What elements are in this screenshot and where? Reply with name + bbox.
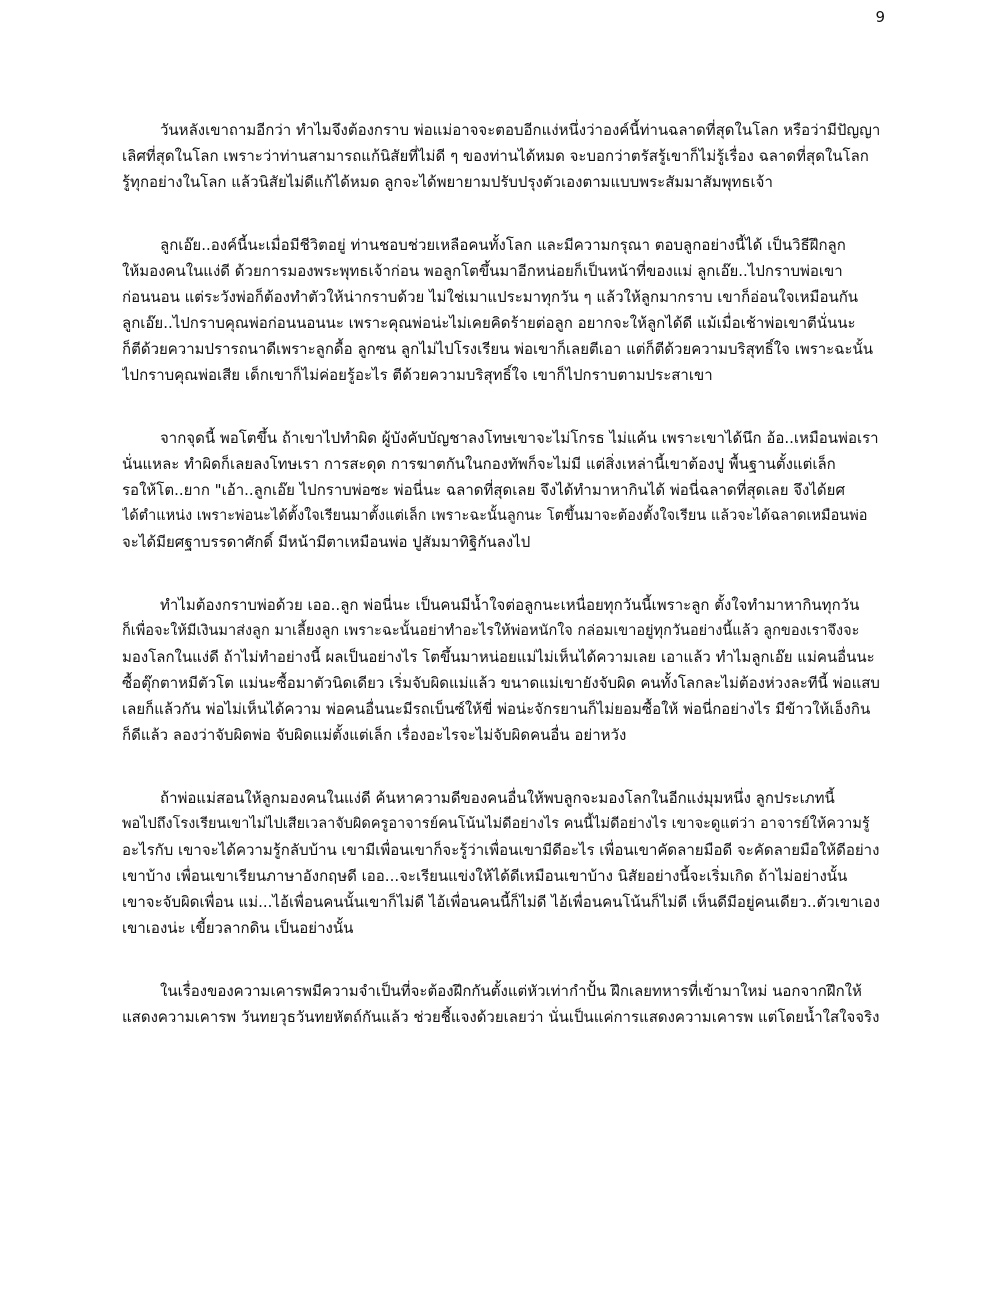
text-line: ทำไมต้องกราบพ่อด้วย เออ..ลูก พ่อนี่นะ เป็นคนมีน้ำใจต่อลูกนะเหนื่อยทุกวันนี้เพราะลูก ตั้งใจทำมาหากินทุกวัน [160, 596, 860, 614]
text-line: ในเรื่องของความเคารพมีความจำเป็นที่จะต้องฝึกกันตั้งแต่หัวเท่ากำปั้น ฝึกเลยทหารที่เข้ามาใหม่ นอกจากฝึกให้ [160, 982, 862, 1000]
paragraph-3 [122, 425, 882, 555]
page-number: 9 [875, 8, 885, 26]
text-line: เลิศที่สุดในโลก เพราะว่าท่านสามารถแก้นิสัยที่ไม่ดี ๆ ของท่านได้หมด จะบอกว่าตรัสรู้เขาก็ไม่รู้เรื่อง ฉลาดที่สุดในโลก [122, 147, 869, 165]
paragraph-4 [122, 592, 882, 748]
paragraph-6 [122, 978, 882, 1030]
text-line: ลูกเอ๊ย..องค์นี้นะเมื่อมีชีวิตอยู่ ท่านชอบช่วยเหลือคนทั้งโลก และมีความกรุณา ตอบลูกอย่างนี้ได้ เป็นวิธีฝึกลูก [160, 236, 846, 254]
text-line: ถ้าพ่อแม่สอนให้ลูกมองคนในแง่ดี ค้นหาความดีของคนอื่นให้พบลูกจะมองโลกในอีกแง่มุมหนึ่ง ลูกประเภทนี้ [160, 789, 835, 807]
paragraph-5 [122, 785, 882, 941]
text-line: ลูกเอ๊ย..ไปกราบคุณพ่อก่อนนอนนะ เพราะคุณพ่อน่ะไม่เคยคิดร้ายต่อลูก อยากจะให้ลูกได้ดี แม้เมื่อเช้าพ่อเขาตีนั่นนะ [122, 314, 856, 332]
text-line: เขาจะจับผิดเพื่อน แม่...ไอ้เพื่อนคนนั้นเขาก็ไม่ดี ไอ้เพื่อนคนนี้ก็ไม่ดี ไอ้เพื่อนคนโน้นก็ไม่ดี เห็นดีมีอยู่คนเดียว..ตัวเขาเอง [122, 893, 880, 911]
text-line: จะได้มียศฐาบรรดาศักดิ์ มีหน้ามีตาเหมือนพ่อ ปูสัมมาทิฐิกันลงไป [122, 533, 531, 551]
text-line: รอให้โต..ยาก "เอ้า..ลูกเอ๊ย ไปกราบพ่อซะ พ่อนี่นะ ฉลาดที่สุดเลย จึงได้ทำมาหากินได้ พ่อนี่ฉลาดที่สุดเลย จึงได้ยศ [122, 481, 845, 499]
text-line: รู้ทุกอย่างในโลก แล้วนิสัยไม่ดีแก้ได้หมด ลูกจะได้พยายามปรับปรุงตัวเองตามแบบพระสัมมาสัมพุทธเจ้า [122, 173, 773, 191]
text-line: แสดงความเคารพ วันทยวุธวันทยหัตถ์กันแล้ว ช่วยชี้แจงด้วยเลยว่า นั่นเป็นแค่การแสดงความเคารพ แต่โดยน้ำใสใจจริง [122, 1008, 880, 1026]
text-line: ก็ดีแล้ว ลองว่าจับผิดพ่อ จับผิดแม่ตั้งแต่เล็ก เรื่องอะไรจะไม่จับผิดคนอื่น อย่าหวัง [122, 726, 627, 744]
text-line: ซื้อตุ๊กตาหมีตัวโต แม่นะซื้อมาตัวนิดเดียว เริ่มจับผิดแม่แล้ว ขนาดแม่เขายังจับผิด คนทั้งโลกละไม่ต้องห่วงละทีนี้ พ่อแสบ [122, 674, 880, 692]
text-line: ได้ตำแหน่ง เพราะพ่อนะได้ตั้งใจเรียนมาตั้งแต่เล็ก เพราะฉะนั้นลูกนะ โตขึ้นมาจะต้องตั้งใจเรียน แล้วจะได้ฉลาดเหมือนพ่อ [122, 508, 868, 524]
text-line: จากจุดนี้ พอโตขึ้น ถ้าเขาไปทำผิด ผู้บังคับบัญชาลงโทษเขาจะไม่โกรธ ไม่แค้น เพราะเขาได้นึก อ้อ..เหมือนพ่อเรา [160, 429, 879, 447]
body-text [122, 117, 882, 1067]
text-line: วันหลังเขาถามอีกว่า ทำไมจึงต้องกราบ พ่อแม่อาจจะตอบอีกแง่หนึ่งว่าองค์นี้ท่านฉลาดที่สุดในโลก หรือว่ามีปัญญา [160, 121, 881, 139]
text-line: มองโลกในแง่ดี ถ้าไม่ทำอย่างนี้ ผลเป็นอย่างไร โตขึ้นมาหน่อยแม่ไม่เห็นได้ความเลย เอาแล้ว ทำไมลูกเอ๊ย แม่คนอื่นนะ [122, 648, 875, 666]
text-line: เลยก็แล้วกัน พ่อไม่เห็นได้ความ พ่อคนอื่นนะมีรถเบ็นซ์ให้ขี่ พ่อน่ะจักรยานก็ไม่ยอมซื้อให้ พ่อนี่กอย่างไร มีข้าวให้เอ็งกิน [122, 700, 871, 718]
paragraph-2 [122, 232, 882, 388]
text-line: ก็เพื่อจะให้มีเงินมาส่งลูก มาเลี้ยงลูก เพราะฉะนั้นอย่าทำอะไรให้พ่อหนักใจ กล่อมเขาอยู่ทุกวันอย่างนี้แล้ว ลูกของเราจึงจะ [122, 623, 860, 639]
paragraph-1 [122, 117, 882, 195]
text-line: นั่นแหละ ทำผิดก็เลยลงโทษเรา การสะดุด การฆาตกันในกองทัพก็จะไม่มี แต่สิ่งเหล่านี้เขาต้องปู พื้นฐานตั้งแต่เล็ก [122, 455, 836, 473]
text-line: อะไรกับ เขาจะได้ความรู้กลับบ้าน เขามีเพื่อนเขาก็จะรู้ว่าเพื่อนเขามีดีอะไร เพื่อนเขาคัดลายมือดี จะคัดลายมือให้ดีอย่าง [122, 841, 880, 859]
text-line: ก็ตีด้วยความปรารถนาดีเพราะลูกดื้อ ลูกซน ลูกไม่ไปโรงเรียน พ่อเขาก็เลยตีเอา แต่ก็ตีด้วยความบริสุทธิ์ใจ เพราะฉะนั้น [122, 340, 874, 358]
text-line: ให้มองคนในแง่ดี ด้วยการมองพระพุทธเจ้าก่อน พอลูกโตขึ้นมาอีกหน่อยก็เป็นหน้าที่ของแม่ ลูกเอ๊ย..ไปกราบพ่อเขา [122, 262, 843, 280]
text-line: ไปกราบคุณพ่อเสีย เด็กเขาก็ไม่ค่อยรู้อะไร ตีด้วยความบริสุทธิ์ใจ เขาก็ไปกราบตามประสาเขา [122, 366, 713, 384]
text-line: เขาเองน่ะ เขี้ยวลากดิน เป็นอย่างนั้น [122, 919, 354, 937]
text-line: ก่อนนอน แต่ระวังพ่อก็ต้องทำตัวให้น่ากราบด้วย ไม่ใช่เมาแประมาทุกวัน ๆ แล้วให้ลูกมากราบ เขาก็อ่อนใจเหมือนกัน [122, 288, 859, 306]
text-line: พอไปถึงโรงเรียนเขาไม่ไปเสียเวลาจับผิดครูอาจารย์คนโน้นไม่ดีอย่างไร คนนี้ไม่ดีอย่างไร เขาจะดูแต่ว่า อาจารย์ให้ความรู้ [122, 816, 870, 832]
text-line: เขาบ้าง เพื่อนเขาเรียนภาษาอังกฤษดี เออ...จะเรียนแข่งให้ได้ดีเหมือนเขาบ้าง นิสัยอย่างนี้จะเริ่มเกิด ถ้าไม่อย่างนั้น [122, 867, 848, 885]
